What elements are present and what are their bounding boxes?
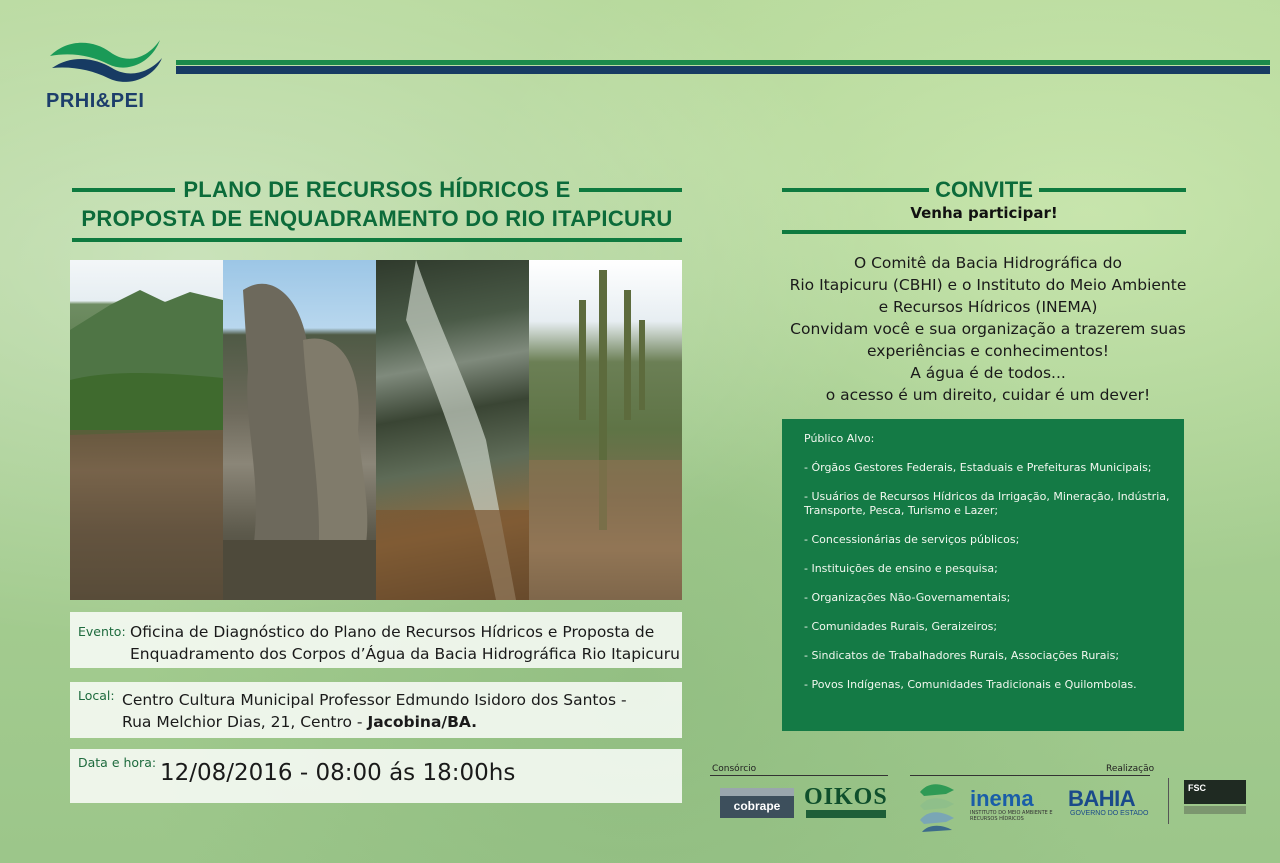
cbhi-logo-icon	[916, 780, 958, 834]
photo-waterfall	[376, 260, 529, 600]
audience-item: - Concessionárias de serviços públicos;	[804, 533, 1020, 546]
invite-line: o acesso é um direito, cuidar é um dever!	[825, 386, 1151, 404]
title-line-1: PLANO DE RECURSOS HÍDRICOS E	[183, 177, 571, 202]
footer-divider	[1168, 778, 1169, 824]
event-label: Evento:	[78, 624, 126, 639]
invite-line: O Comitê da Bacia Hidrográfica do	[853, 254, 1123, 272]
photo-strip	[70, 260, 682, 600]
event-box	[70, 612, 682, 668]
wave-logo-icon	[48, 34, 164, 86]
bahia-logo: BAHIA	[1068, 786, 1136, 811]
datetime-label: Data e hora:	[78, 755, 157, 770]
audience-item: - Órgãos Gestores Federais, Estaduais e Prefeituras Municipais;	[804, 461, 1152, 474]
title-line-2: PROPOSTA DE ENQUADRAMENTO DO RIO ITAPICURU	[81, 206, 673, 231]
invite-line: A água é de todos...	[910, 364, 1066, 382]
title-rule-bottom	[72, 238, 682, 242]
inema-subtitle: INSTITUTO DO MEIO AMBIENTE E RECURSOS HÍDRICOS	[970, 810, 1053, 822]
realization-label: Realização	[1106, 764, 1155, 774]
datetime-value: 12/08/2016 - 08:00 ás 18:00hs	[160, 760, 516, 786]
invite-line: Convidam você e sua organização a trazerem suas	[790, 320, 1186, 338]
fsc-logo	[1184, 780, 1246, 816]
header-navy-bar	[176, 66, 1270, 74]
consortium-label: Consórcio	[712, 764, 757, 774]
invite-subtitle: Venha participar!	[910, 204, 1058, 222]
cobrape-text: cobrape	[733, 799, 781, 813]
audience-list	[804, 461, 1174, 707]
logo-text: PRHI&PEI	[46, 90, 145, 112]
fsc-text: FSC	[1188, 783, 1206, 793]
invite-rule-left	[782, 188, 929, 192]
audience-item: - Comunidades Rurais, Geraizeiros;	[804, 620, 998, 633]
location-label: Local:	[78, 688, 115, 703]
cobrape-logo	[720, 788, 794, 818]
title-rule-right	[579, 188, 682, 192]
oikos-logo	[804, 784, 888, 820]
audience-title: Público Alvo:	[804, 432, 875, 445]
location-box	[70, 682, 682, 738]
inema-logo: inema	[970, 786, 1034, 811]
location-line-2	[122, 712, 477, 732]
bahia-subtitle: GOVERNO DO ESTADO	[1070, 810, 1149, 817]
invite-line: Rio Itapicuru (CBHI) e o Instituto do Meio Ambiente	[789, 276, 1187, 294]
target-audience-box	[782, 419, 1184, 731]
location-city: Jacobina/BA.	[367, 713, 478, 731]
event-line-1: Oficina de Diagnóstico do Plano de Recursos Hídricos e Proposta de	[130, 623, 655, 641]
title-rule-left	[72, 188, 175, 192]
invite-title: CONVITE	[935, 177, 1033, 202]
audience-item: - Usuários de Recursos Hídricos da Irrigação, Mineração, Indústria, Transporte, Pesca, Turismo e Lazer;	[804, 490, 1170, 517]
audience-item: - Organizações Não-Governamentais;	[804, 591, 1011, 604]
invite-rule-bottom	[782, 230, 1186, 234]
event-line-2: Enquadramento dos Corpos d’Água da Bacia Hidrográfica Rio Itapicuru	[130, 645, 680, 663]
invite-line: e Recursos Hídricos (INEMA)	[878, 298, 1098, 316]
invite-rule-right	[1039, 188, 1186, 192]
oikos-text: OIKOS	[804, 784, 888, 810]
invite-line: experiências e conhecimentos!	[867, 342, 1109, 360]
oikos-iso-strip	[806, 810, 886, 818]
photo-lake-mountain	[70, 260, 223, 600]
realization-divider	[910, 775, 1150, 776]
audience-item: - Sindicatos de Trabalhadores Rurais, Associações Rurais;	[804, 649, 1120, 662]
invite-text	[760, 252, 1216, 406]
photo-rock-formation	[223, 260, 376, 600]
prhi-pei-logo	[46, 34, 166, 114]
location-line-1: Centro Cultura Municipal Professor Edmundo Isidoro dos Santos -	[122, 691, 627, 709]
photo-cactus	[529, 260, 682, 600]
location-address: Rua Melchior Dias, 21, Centro -	[122, 713, 368, 731]
consortium-divider	[710, 775, 888, 776]
datetime-box	[70, 749, 682, 803]
audience-item: - Instituições de ensino e pesquisa;	[804, 562, 998, 575]
header-green-bar	[176, 60, 1270, 65]
audience-item: - Povos Indígenas, Comunidades Tradicionais e Quilombolas.	[804, 678, 1137, 691]
